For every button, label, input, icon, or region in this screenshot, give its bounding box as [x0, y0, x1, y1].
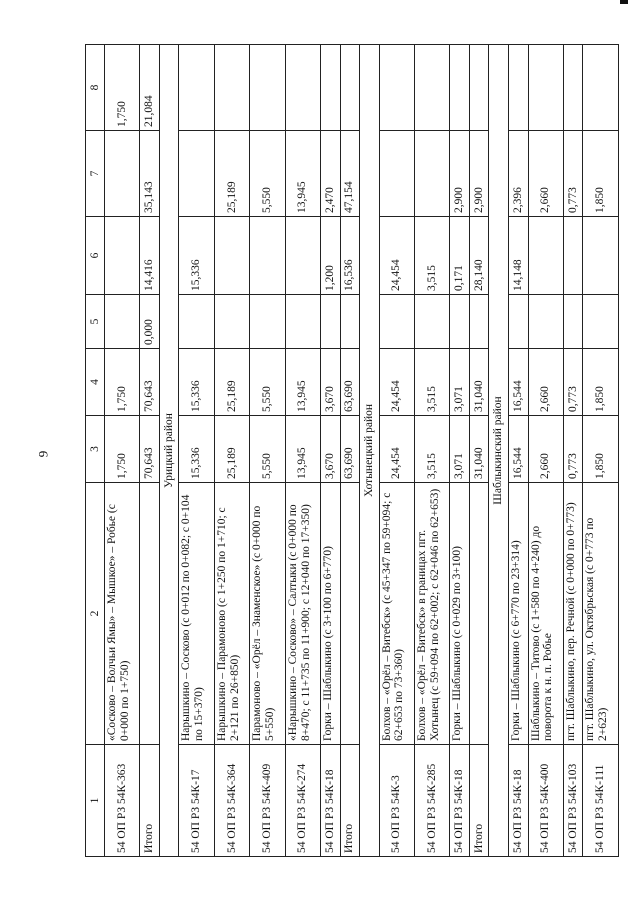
- cell-name: пгт. Шаблыкино, пер. Речной (с 0+000 по 0+773): [563, 483, 583, 745]
- cell-value: [528, 295, 563, 349]
- table-row: [450, 45, 470, 857]
- cell-value: [250, 45, 285, 131]
- cell-value: [508, 295, 528, 349]
- cell-name: Болхов – «Орёл – Витебск» (с 45+347 по 59+094; с 62+653 по 73+360): [379, 483, 414, 745]
- cell-value: [285, 295, 320, 349]
- cell-value: 13,945: [285, 131, 320, 217]
- cell-length: 3,515: [415, 416, 450, 483]
- cell-length-total: 1,750: [105, 349, 140, 416]
- region-name: Хотынецкий район: [360, 45, 380, 857]
- cell-name: Шаблыкино – Титово (с 1+580 по 4+240) до поворота к н. п. Робье: [528, 483, 563, 745]
- cell-code: 54 ОП РЗ 54К-18: [450, 745, 470, 857]
- cell-length: 13,945: [285, 416, 320, 483]
- cell-value: [285, 217, 320, 295]
- cell-length: 63,690: [340, 416, 360, 483]
- table-row: [250, 45, 285, 857]
- cell-code: 54 ОП РЗ 54К-3: [379, 745, 414, 857]
- cell-name: Горки – Шаблыкино (с 0+029 по 3+100): [450, 483, 470, 745]
- cell-value: [340, 45, 360, 131]
- cell-name: «Нарышкино – Сосково» – Салтыки (с 0+000 по 8+470; с 11+735 по 11+900; с 12+040 по 17+350): [285, 483, 320, 745]
- cell-value: [450, 45, 470, 131]
- cell-name: Горки – Шаблыкино (с 6+770 по 23+314): [508, 483, 528, 745]
- cell-length-total: 31,040: [469, 349, 489, 416]
- roads-table: [85, 44, 619, 857]
- cell-value: 5,550: [250, 131, 285, 217]
- cell-value: 2,396: [508, 131, 528, 217]
- cell-value: [583, 295, 619, 349]
- cell-value: [583, 217, 619, 295]
- cell-value: [469, 295, 489, 349]
- cell-value: [528, 45, 563, 131]
- cell-length: 24,454: [379, 416, 414, 483]
- cell-code: 54 ОП РЗ 54К-18: [321, 745, 341, 857]
- cell-length-total: 15,336: [179, 349, 214, 416]
- column-header: 6: [86, 217, 105, 295]
- cell-code: Итого: [469, 745, 489, 857]
- cell-code: 54 ОП РЗ 54К-363: [105, 745, 140, 857]
- cell-value: [415, 295, 450, 349]
- region-name: Шаблыкинский район: [489, 45, 509, 857]
- cell-value: [179, 295, 214, 349]
- cell-code: 54 ОП РЗ 54К-400: [528, 745, 563, 857]
- cell-value: 3,515: [415, 217, 450, 295]
- column-header: 4: [86, 349, 105, 416]
- cell-length: 2,660: [528, 416, 563, 483]
- cell-value: 1,750: [105, 45, 140, 131]
- cell-length-total: 24,454: [379, 349, 414, 416]
- cell-length: 1,850: [583, 416, 619, 483]
- cell-length-total: 3,071: [450, 349, 470, 416]
- cell-value: 28,140: [469, 217, 489, 295]
- column-header: 5: [86, 295, 105, 349]
- cell-value: 2,470: [321, 131, 341, 217]
- cell-value: [508, 45, 528, 131]
- table-row: [563, 45, 583, 857]
- region-row: [489, 45, 509, 857]
- table-row: [528, 45, 563, 857]
- column-header: 3: [86, 416, 105, 483]
- cell-value: [379, 295, 414, 349]
- cell-code: 54 ОП РЗ 54К-111: [583, 745, 619, 857]
- total-row: [469, 45, 489, 857]
- cell-value: [379, 45, 414, 131]
- table-body: [105, 45, 619, 857]
- total-row: [340, 45, 360, 857]
- cell-value: 0,171: [450, 217, 470, 295]
- total-row: [140, 45, 160, 857]
- region-row: [360, 45, 380, 857]
- table-row: [214, 45, 249, 857]
- cell-value: [321, 45, 341, 131]
- cell-code: 54 ОП РЗ 54К-364: [214, 745, 249, 857]
- cell-value: [583, 45, 619, 131]
- cell-code: Итого: [140, 745, 160, 857]
- cell-length-total: 16,544: [508, 349, 528, 416]
- cell-value: [379, 131, 414, 217]
- cell-length: 3,071: [450, 416, 470, 483]
- cell-value: [340, 295, 360, 349]
- cell-value: [528, 217, 563, 295]
- header-row: [86, 45, 105, 857]
- cell-value: 14,148: [508, 217, 528, 295]
- cell-length-total: 63,690: [340, 349, 360, 416]
- cell-value: [563, 295, 583, 349]
- cell-length: 1,750: [105, 416, 140, 483]
- cell-value: [214, 45, 249, 131]
- cell-value: 16,536: [340, 217, 360, 295]
- cell-value: [285, 45, 320, 131]
- cell-value: [179, 45, 214, 131]
- table-row: [105, 45, 140, 857]
- column-header: 1: [86, 745, 105, 857]
- scan-mark: [620, 0, 628, 4]
- column-header: 7: [86, 131, 105, 217]
- cell-name: Парамоново – «Орёл – Знаменское» (с 0+000 по 5+550): [250, 483, 285, 745]
- cell-value: 1,200: [321, 217, 341, 295]
- cell-length-total: 0,773: [563, 349, 583, 416]
- cell-value: 0,000: [140, 295, 160, 349]
- cell-value: 35,143: [140, 131, 160, 217]
- cell-length-total: 3,515: [415, 349, 450, 416]
- cell-value: [415, 45, 450, 131]
- cell-length-total: 70,643: [140, 349, 160, 416]
- cell-length-total: 13,945: [285, 349, 320, 416]
- cell-code: 54 ОП РЗ 54К-18: [508, 745, 528, 857]
- table-row: [179, 45, 214, 857]
- cell-value: 0,773: [563, 131, 583, 217]
- cell-value: 15,336: [179, 217, 214, 295]
- cell-length-total: 2,660: [528, 349, 563, 416]
- cell-value: [214, 295, 249, 349]
- cell-code: 54 ОП РЗ 54К-274: [285, 745, 320, 857]
- cell-value: [563, 217, 583, 295]
- cell-length-total: 5,550: [250, 349, 285, 416]
- cell-length-total: 25,189: [214, 349, 249, 416]
- cell-value: 2,900: [450, 131, 470, 217]
- cell-code: 54 ОП РЗ 54К-17: [179, 745, 214, 857]
- cell-name: Нарышкино – Парамоново (с 1+250 по 1+710; с 2+121 по 26+850): [214, 483, 249, 745]
- cell-value: 14,416: [140, 217, 160, 295]
- cell-name: пгт. Шаблыкино, ул. Октябрьская (с 0+773 по 2+623): [583, 483, 619, 745]
- cell-length: 3,670: [321, 416, 341, 483]
- cell-name: [469, 483, 489, 745]
- cell-length: 25,189: [214, 416, 249, 483]
- cell-value: [105, 217, 140, 295]
- region-row: [159, 45, 179, 857]
- cell-value: [450, 295, 470, 349]
- cell-length-total: 3,670: [321, 349, 341, 416]
- cell-value: [105, 295, 140, 349]
- cell-value: [321, 295, 341, 349]
- cell-code: 54 ОП РЗ 54К-285: [415, 745, 450, 857]
- cell-value: [214, 217, 249, 295]
- table-row: [508, 45, 528, 857]
- cell-length-total: 1,850: [583, 349, 619, 416]
- cell-value: [250, 217, 285, 295]
- cell-value: [415, 131, 450, 217]
- cell-value: [469, 45, 489, 131]
- cell-value: 24,454: [379, 217, 414, 295]
- cell-value: 2,900: [469, 131, 489, 217]
- page-number: 9: [35, 450, 51, 458]
- table-row: [583, 45, 619, 857]
- cell-length: 70,643: [140, 416, 160, 483]
- cell-value: 2,660: [528, 131, 563, 217]
- column-header: 2: [86, 483, 105, 745]
- cell-code: 54 ОП РЗ 54К-409: [250, 745, 285, 857]
- cell-name: [340, 483, 360, 745]
- cell-value: 21,084: [140, 45, 160, 131]
- region-name: Урицкий район: [159, 45, 179, 857]
- cell-code: Итого: [340, 745, 360, 857]
- cell-length: 5,550: [250, 416, 285, 483]
- column-header: 8: [86, 45, 105, 131]
- cell-length: 16,544: [508, 416, 528, 483]
- cell-value: [563, 45, 583, 131]
- cell-name: «Сосково – Волчьи Ямы» – Мышкое» – Робье (с 0+000 по 1+750): [105, 483, 140, 745]
- cell-value: [250, 295, 285, 349]
- cell-name: Болхов – «Орёл – Витебск» в границах пгт. Хотынец (с 59+094 по 62+002; с 62+046 по 62+653): [415, 483, 450, 745]
- table-row: [321, 45, 341, 857]
- table-row: [379, 45, 414, 857]
- cell-value: 47,154: [340, 131, 360, 217]
- cell-length: 31,040: [469, 416, 489, 483]
- cell-value: [179, 131, 214, 217]
- cell-name: Горки – Шаблыкино (с 3+100 по 6+770): [321, 483, 341, 745]
- cell-value: 1,850: [583, 131, 619, 217]
- cell-name: Нарышкино – Сосково (с 0+012 по 0+082; с 0+104 по 15+370): [179, 483, 214, 745]
- cell-name: [140, 483, 160, 745]
- cell-length: 15,336: [179, 416, 214, 483]
- cell-length: 0,773: [563, 416, 583, 483]
- cell-value: 25,189: [214, 131, 249, 217]
- cell-value: [105, 131, 140, 217]
- table-row: [415, 45, 450, 857]
- rotated-table-container: [85, 45, 619, 857]
- cell-code: 54 ОП РЗ 54К-103: [563, 745, 583, 857]
- table-row: [285, 45, 320, 857]
